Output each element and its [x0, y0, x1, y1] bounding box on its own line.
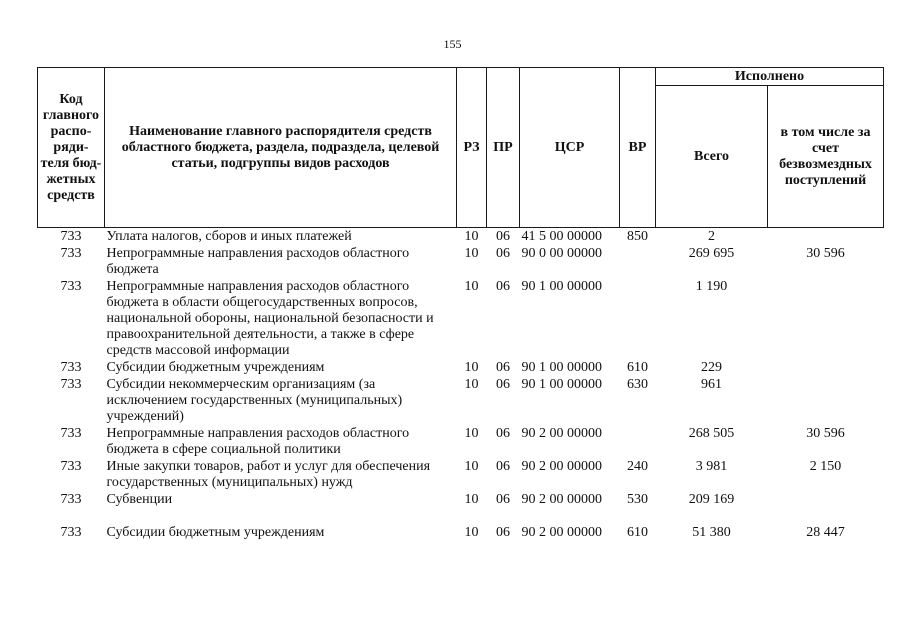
header-pr: ПР	[487, 68, 520, 228]
cell-code: 733	[60, 360, 82, 375]
cell-rz: 10	[464, 525, 479, 540]
cell-free: 30 596	[806, 246, 845, 261]
cell-rz: 10	[464, 492, 479, 507]
cell-code: 733	[60, 246, 82, 261]
header-name: Наименование главного распорядителя средств областного бюджета, раздела, подраздела, целевой статьи, подгруппы видов расходов	[105, 68, 457, 228]
cell-name: Непрограммные направления расходов областного бюджета	[106, 246, 410, 277]
cell-name: Субсидии бюджетным учреждениям	[106, 525, 325, 540]
header-rz: РЗ	[457, 68, 487, 228]
cell-vr	[620, 245, 656, 278]
table-row	[38, 278, 884, 359]
cell-vr: 530	[627, 492, 648, 507]
header-total: Всего	[656, 86, 768, 228]
cell-name: Субсидии некоммерческим организациям (за исключением государственных (муниципальных) учреждений)	[106, 377, 403, 424]
cell-free	[768, 376, 884, 425]
cell-csr: 90 2 00 00000	[521, 525, 602, 540]
cell-csr: 90 1 00 00000	[521, 279, 602, 294]
cell-code: 733	[60, 229, 82, 244]
table-row	[38, 524, 884, 541]
cell-name: Иные закупки товаров, работ и услуг для обеспечения государственных (муниципальных) нужд	[106, 459, 431, 490]
cell-total: 268 505	[688, 426, 735, 441]
cell-rz: 10	[464, 279, 479, 294]
cell-vr: 850	[627, 229, 648, 244]
table-body	[38, 228, 884, 542]
cell-total: 1 190	[695, 279, 728, 294]
cell-vr: 240	[627, 459, 648, 474]
cell-free	[768, 228, 884, 246]
header-vr: ВР	[620, 68, 656, 228]
table-row	[38, 425, 884, 458]
cell-free: 30 596	[806, 426, 845, 441]
cell-name: Субсидии бюджетным учреждениям	[106, 360, 325, 375]
cell-rz: 10	[464, 229, 479, 244]
cell-csr: 41 5 00 00000	[521, 229, 602, 244]
cell-vr: 610	[627, 525, 648, 540]
cell-code: 733	[60, 525, 82, 540]
cell-code: 733	[60, 279, 82, 294]
cell-free: 2 150	[809, 459, 842, 474]
cell-pr: 06	[496, 459, 510, 474]
cell-code: 733	[60, 377, 82, 392]
table-row	[38, 245, 884, 278]
cell-code: 733	[60, 492, 82, 507]
cell-free	[768, 491, 884, 524]
table-row	[38, 491, 884, 524]
budget-table	[37, 67, 884, 541]
cell-vr	[620, 425, 656, 458]
table-row	[38, 458, 884, 491]
cell-free	[768, 278, 884, 359]
cell-pr: 06	[496, 377, 510, 392]
cell-name: Субвенции	[106, 492, 173, 507]
cell-csr: 90 1 00 00000	[521, 360, 602, 375]
header-executed: Исполнено	[656, 68, 884, 86]
cell-vr: 610	[627, 360, 648, 375]
cell-code: 733	[60, 459, 82, 474]
cell-pr: 06	[496, 246, 510, 261]
header-csr: ЦСР	[520, 68, 620, 228]
cell-pr: 06	[496, 492, 510, 507]
cell-rz: 10	[464, 377, 479, 392]
cell-total: 209 169	[688, 492, 735, 507]
header-code: Код главного распо-ряди-теля бюд-жетных средств	[38, 68, 105, 228]
cell-vr: 630	[627, 377, 648, 392]
header-free: в том числе за счет безвозмездных поступлений	[768, 86, 884, 228]
cell-total: 51 380	[692, 525, 731, 540]
cell-vr	[620, 278, 656, 359]
table-row	[38, 359, 884, 376]
cell-total: 961	[701, 377, 722, 392]
cell-csr: 90 2 00 00000	[521, 426, 602, 441]
cell-code: 733	[60, 426, 82, 441]
cell-pr: 06	[496, 229, 510, 244]
table-header	[38, 68, 884, 228]
cell-csr: 90 1 00 00000	[521, 377, 602, 392]
cell-total: 269 695	[688, 246, 735, 261]
table-row	[38, 376, 884, 425]
table-row	[38, 228, 884, 246]
cell-total: 3 981	[695, 459, 728, 474]
cell-csr: 90 2 00 00000	[521, 492, 602, 507]
cell-free: 28 447	[806, 525, 845, 540]
cell-rz: 10	[464, 426, 479, 441]
cell-csr: 90 0 00 00000	[521, 246, 602, 261]
cell-name: Непрограммные направления расходов областного бюджета в области общегосударственных вопросов, национальной обороны, национальной безопасности и правоохранительной деятельности, а также в сфере средств массовой информации	[106, 279, 434, 358]
page-number: 155	[443, 37, 462, 51]
cell-csr: 90 2 00 00000	[521, 459, 602, 474]
cell-pr: 06	[496, 279, 510, 294]
cell-rz: 10	[464, 459, 479, 474]
cell-free	[768, 359, 884, 376]
cell-rz: 10	[464, 360, 479, 375]
cell-pr: 06	[496, 360, 510, 375]
cell-total: 229	[701, 360, 722, 375]
cell-total: 2	[708, 229, 715, 244]
cell-pr: 06	[496, 426, 510, 441]
cell-pr: 06	[496, 525, 510, 540]
cell-name: Непрограммные направления расходов областного бюджета в сфере социальной политики	[106, 426, 410, 457]
cell-rz: 10	[464, 246, 479, 261]
cell-name: Уплата налогов, сборов и иных платежей	[106, 229, 352, 244]
